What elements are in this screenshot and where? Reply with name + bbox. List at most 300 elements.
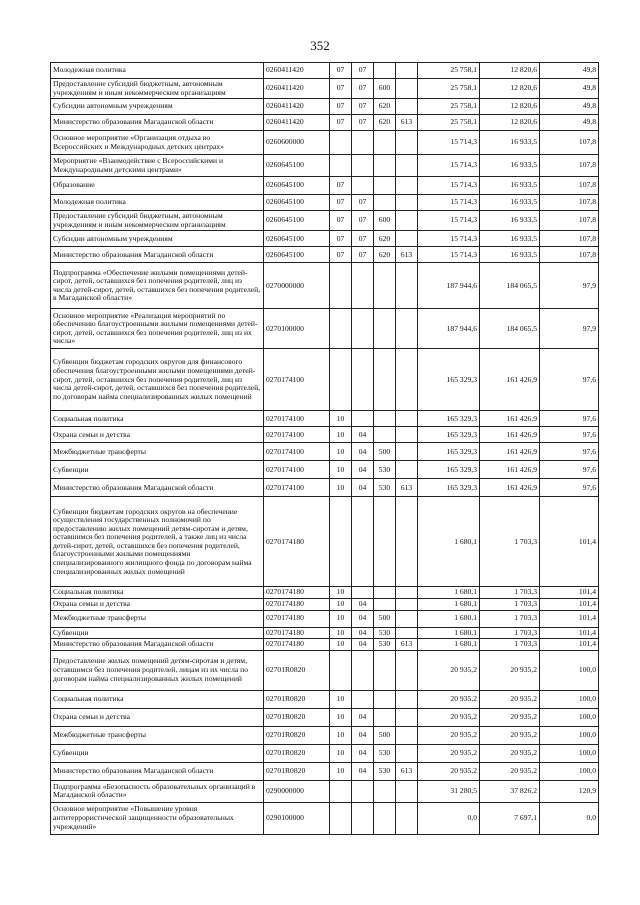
target-code-cell: 02701R0820 bbox=[264, 708, 330, 726]
admin-code-cell bbox=[396, 627, 418, 639]
subsection-cell: 04 bbox=[352, 610, 374, 627]
row-name-cell: Субвенции bbox=[51, 627, 264, 639]
target-code-cell: 0270174100 bbox=[264, 461, 330, 479]
actual-amount-cell: 20 935,2 bbox=[480, 690, 540, 708]
row-name-cell: Межбюджетные трансферты bbox=[51, 443, 264, 461]
section-cell: 10 bbox=[330, 427, 352, 443]
section-cell: 10 bbox=[330, 587, 352, 599]
row-name-cell: Субвенции бюджетам городских округов для финансового обеспечения благоустроенными жилыми помещениями детей-сирот, детей, оставшихся без попечения родителей, лиц из числа детей-сирот, детей, оставшихся без попечения родителей, по договорам найма специализированных жилых помещений bbox=[51, 349, 264, 411]
table-row bbox=[51, 155, 599, 177]
row-name-cell: Предоставление субсидий бюджетным, автономным учреждениям и иным некоммерческим организациям bbox=[51, 79, 264, 99]
subsection-cell bbox=[352, 802, 374, 834]
expense-type-cell: 530 bbox=[374, 627, 396, 639]
row-name-cell: Предоставление субсидий бюджетным, автономным учреждениям и иным некоммерческим организациям bbox=[51, 211, 264, 231]
expense-type-cell: 530 bbox=[374, 461, 396, 479]
execution-percent-cell: 101,4 bbox=[540, 639, 599, 651]
table-row bbox=[51, 231, 599, 247]
section-cell: 07 bbox=[330, 79, 352, 99]
section-cell: 10 bbox=[330, 726, 352, 744]
subsection-cell: 04 bbox=[352, 744, 374, 762]
row-name-cell: Подпрограмма «Обеспечение жилыми помещениями детей-сирот, детей, оставшихся без попечения родителей, лиц из числа детей-сирот, детей, оставшихся без попечения родителей, в Магаданской области» bbox=[51, 263, 264, 309]
subsection-cell bbox=[352, 411, 374, 427]
planned-amount-cell: 20 935,2 bbox=[418, 650, 480, 690]
admin-code-cell bbox=[396, 177, 418, 195]
table-row bbox=[51, 744, 599, 762]
admin-code-cell bbox=[396, 63, 418, 79]
section-cell: 07 bbox=[330, 195, 352, 211]
execution-percent-cell: 100,0 bbox=[540, 762, 599, 780]
expense-type-cell bbox=[374, 650, 396, 690]
table-row bbox=[51, 780, 599, 802]
planned-amount-cell: 20 935,2 bbox=[418, 744, 480, 762]
planned-amount-cell: 165 329,3 bbox=[418, 427, 480, 443]
admin-code-cell bbox=[396, 263, 418, 309]
row-name-cell: Министерство образования Магаданской области bbox=[51, 762, 264, 780]
planned-amount-cell: 165 329,3 bbox=[418, 411, 480, 427]
subsection-cell bbox=[352, 155, 374, 177]
actual-amount-cell: 20 935,2 bbox=[480, 744, 540, 762]
section-cell bbox=[330, 155, 352, 177]
row-name-cell: Основное мероприятие «Организация отдыха во Всероссийских и Международных детских центрах» bbox=[51, 131, 264, 155]
expense-type-cell bbox=[374, 177, 396, 195]
planned-amount-cell: 187 944,6 bbox=[418, 263, 480, 309]
section-cell: 07 bbox=[330, 115, 352, 131]
subsection-cell bbox=[352, 131, 374, 155]
expense-type-cell: 500 bbox=[374, 610, 396, 627]
planned-amount-cell: 1 680,1 bbox=[418, 598, 480, 610]
actual-amount-cell: 184 065,5 bbox=[480, 309, 540, 349]
planned-amount-cell: 1 680,1 bbox=[418, 497, 480, 587]
row-name-cell: Подпрограмма «Безопасность образовательных организаций в Магаданской области» bbox=[51, 780, 264, 802]
admin-code-cell bbox=[396, 598, 418, 610]
target-code-cell: 0260645100 bbox=[264, 247, 330, 263]
planned-amount-cell: 25 758,1 bbox=[418, 99, 480, 115]
section-cell: 07 bbox=[330, 177, 352, 195]
target-code-cell: 02701R0820 bbox=[264, 650, 330, 690]
section-cell: 10 bbox=[330, 598, 352, 610]
admin-code-cell bbox=[396, 650, 418, 690]
table-row bbox=[51, 411, 599, 427]
admin-code-cell bbox=[396, 155, 418, 177]
admin-code-cell bbox=[396, 708, 418, 726]
section-cell: 10 bbox=[330, 610, 352, 627]
admin-code-cell bbox=[396, 443, 418, 461]
execution-percent-cell: 101,4 bbox=[540, 627, 599, 639]
execution-percent-cell: 107,8 bbox=[540, 131, 599, 155]
execution-percent-cell: 100,0 bbox=[540, 690, 599, 708]
table-row bbox=[51, 79, 599, 99]
planned-amount-cell: 1 680,1 bbox=[418, 587, 480, 599]
admin-code-cell: 613 bbox=[396, 762, 418, 780]
budget-table bbox=[50, 62, 599, 835]
execution-percent-cell: 107,8 bbox=[540, 177, 599, 195]
execution-percent-cell: 101,4 bbox=[540, 598, 599, 610]
subsection-cell: 04 bbox=[352, 708, 374, 726]
execution-percent-cell: 107,8 bbox=[540, 195, 599, 211]
subsection-cell: 04 bbox=[352, 443, 374, 461]
row-name-cell: Образование bbox=[51, 177, 264, 195]
actual-amount-cell: 12 820,6 bbox=[480, 115, 540, 131]
actual-amount-cell: 1 703,3 bbox=[480, 639, 540, 651]
actual-amount-cell: 12 820,6 bbox=[480, 63, 540, 79]
expense-type-cell bbox=[374, 598, 396, 610]
actual-amount-cell: 161 426,9 bbox=[480, 411, 540, 427]
execution-percent-cell: 97,6 bbox=[540, 411, 599, 427]
execution-percent-cell: 107,8 bbox=[540, 211, 599, 231]
row-name-cell: Основное мероприятие «Повышение уровня антитеррористической защищенности образовательных учреждений» bbox=[51, 802, 264, 834]
target-code-cell: 0270174180 bbox=[264, 639, 330, 651]
target-code-cell: 0270174180 bbox=[264, 587, 330, 599]
execution-percent-cell: 97,9 bbox=[540, 309, 599, 349]
planned-amount-cell: 15 714,3 bbox=[418, 211, 480, 231]
target-code-cell: 0270174100 bbox=[264, 443, 330, 461]
admin-code-cell bbox=[396, 211, 418, 231]
row-name-cell: Субвенции bbox=[51, 744, 264, 762]
planned-amount-cell: 15 714,3 bbox=[418, 231, 480, 247]
execution-percent-cell: 100,0 bbox=[540, 726, 599, 744]
target-code-cell: 0260411420 bbox=[264, 99, 330, 115]
execution-percent-cell: 49,8 bbox=[540, 79, 599, 99]
planned-amount-cell: 1 680,1 bbox=[418, 610, 480, 627]
admin-code-cell bbox=[396, 411, 418, 427]
planned-amount-cell: 165 329,3 bbox=[418, 461, 480, 479]
admin-code-cell bbox=[396, 780, 418, 802]
table-row bbox=[51, 63, 599, 79]
admin-code-cell: 613 bbox=[396, 247, 418, 263]
actual-amount-cell: 1 703,3 bbox=[480, 598, 540, 610]
actual-amount-cell: 1 703,3 bbox=[480, 610, 540, 627]
row-name-cell: Субсидии автономным учреждениям bbox=[51, 231, 264, 247]
admin-code-cell bbox=[396, 726, 418, 744]
expense-type-cell bbox=[374, 411, 396, 427]
planned-amount-cell: 0,0 bbox=[418, 802, 480, 834]
admin-code-cell bbox=[396, 497, 418, 587]
actual-amount-cell: 161 426,9 bbox=[480, 349, 540, 411]
expense-type-cell bbox=[374, 587, 396, 599]
table-row bbox=[51, 443, 599, 461]
expense-type-cell: 530 bbox=[374, 639, 396, 651]
row-name-cell: Охрана семьи и детства bbox=[51, 708, 264, 726]
section-cell bbox=[330, 650, 352, 690]
table-row bbox=[51, 427, 599, 443]
execution-percent-cell: 97,6 bbox=[540, 427, 599, 443]
section-cell: 07 bbox=[330, 63, 352, 79]
row-name-cell: Молодежная политика bbox=[51, 195, 264, 211]
planned-amount-cell: 165 329,3 bbox=[418, 443, 480, 461]
admin-code-cell bbox=[396, 349, 418, 411]
admin-code-cell bbox=[396, 587, 418, 599]
target-code-cell: 0260411420 bbox=[264, 79, 330, 99]
target-code-cell: 0260411420 bbox=[264, 63, 330, 79]
admin-code-cell bbox=[396, 131, 418, 155]
subsection-cell bbox=[352, 650, 374, 690]
expense-type-cell bbox=[374, 63, 396, 79]
admin-code-cell bbox=[396, 79, 418, 99]
target-code-cell: 0260645100 bbox=[264, 177, 330, 195]
subsection-cell: 07 bbox=[352, 63, 374, 79]
planned-amount-cell: 20 935,2 bbox=[418, 762, 480, 780]
subsection-cell: 04 bbox=[352, 639, 374, 651]
planned-amount-cell: 1 680,1 bbox=[418, 639, 480, 651]
row-name-cell: Молодежная политика bbox=[51, 63, 264, 79]
table-row bbox=[51, 762, 599, 780]
execution-percent-cell: 49,8 bbox=[540, 99, 599, 115]
expense-type-cell bbox=[374, 349, 396, 411]
expense-type-cell bbox=[374, 155, 396, 177]
execution-percent-cell: 107,8 bbox=[540, 231, 599, 247]
actual-amount-cell: 20 935,2 bbox=[480, 708, 540, 726]
section-cell bbox=[330, 263, 352, 309]
actual-amount-cell: 161 426,9 bbox=[480, 479, 540, 497]
execution-percent-cell: 97,6 bbox=[540, 461, 599, 479]
subsection-cell: 07 bbox=[352, 115, 374, 131]
row-name-cell: Субвенции бюджетам городских округов на обеспечение осуществления государственных полномочий по предоставлению жилых помещений детям-сиротам и детям, оставшимся без попечения родителей, а также лиц из числа детей-сирот, детей, оставшихся без попечения родителей, благоустроенными жилыми помещениями специализированного жилищного фонда по договорам найма специализированных жилых помещений bbox=[51, 497, 264, 587]
expense-type-cell: 600 bbox=[374, 211, 396, 231]
execution-percent-cell: 107,8 bbox=[540, 247, 599, 263]
subsection-cell: 04 bbox=[352, 479, 374, 497]
subsection-cell: 04 bbox=[352, 762, 374, 780]
execution-percent-cell: 49,8 bbox=[540, 115, 599, 131]
actual-amount-cell: 16 933,5 bbox=[480, 231, 540, 247]
admin-code-cell bbox=[396, 99, 418, 115]
table-row bbox=[51, 131, 599, 155]
target-code-cell: 0270174180 bbox=[264, 598, 330, 610]
target-code-cell: 0270174180 bbox=[264, 610, 330, 627]
actual-amount-cell: 161 426,9 bbox=[480, 427, 540, 443]
actual-amount-cell: 20 935,2 bbox=[480, 650, 540, 690]
subsection-cell: 07 bbox=[352, 79, 374, 99]
execution-percent-cell: 100,0 bbox=[540, 650, 599, 690]
row-name-cell: Социальная политика bbox=[51, 587, 264, 599]
actual-amount-cell: 16 933,5 bbox=[480, 155, 540, 177]
actual-amount-cell: 16 933,5 bbox=[480, 195, 540, 211]
target-code-cell: 02701R0820 bbox=[264, 744, 330, 762]
section-cell: 10 bbox=[330, 411, 352, 427]
table-row bbox=[51, 195, 599, 211]
planned-amount-cell: 1 680,1 bbox=[418, 627, 480, 639]
target-code-cell: 0260645100 bbox=[264, 195, 330, 211]
budget-table-body bbox=[51, 63, 599, 835]
subsection-cell bbox=[352, 780, 374, 802]
table-row bbox=[51, 690, 599, 708]
admin-code-cell bbox=[396, 690, 418, 708]
subsection-cell: 04 bbox=[352, 627, 374, 639]
section-cell bbox=[330, 780, 352, 802]
section-cell bbox=[330, 131, 352, 155]
actual-amount-cell: 12 820,6 bbox=[480, 99, 540, 115]
table-row bbox=[51, 610, 599, 627]
execution-percent-cell: 97,6 bbox=[540, 443, 599, 461]
table-row bbox=[51, 177, 599, 195]
target-code-cell: 0260600000 bbox=[264, 131, 330, 155]
section-cell bbox=[330, 802, 352, 834]
row-name-cell: Межбюджетные трансферты bbox=[51, 610, 264, 627]
target-code-cell: 0270174180 bbox=[264, 497, 330, 587]
target-code-cell: 0260645100 bbox=[264, 211, 330, 231]
section-cell: 10 bbox=[330, 461, 352, 479]
section-cell bbox=[330, 309, 352, 349]
expense-type-cell bbox=[374, 263, 396, 309]
row-name-cell: Министерство образования Магаданской области bbox=[51, 639, 264, 651]
planned-amount-cell: 20 935,2 bbox=[418, 726, 480, 744]
planned-amount-cell: 15 714,3 bbox=[418, 195, 480, 211]
admin-code-cell bbox=[396, 427, 418, 443]
admin-code-cell bbox=[396, 802, 418, 834]
execution-percent-cell: 100,0 bbox=[540, 744, 599, 762]
planned-amount-cell: 187 944,6 bbox=[418, 309, 480, 349]
execution-percent-cell: 101,4 bbox=[540, 587, 599, 599]
admin-code-cell: 613 bbox=[396, 639, 418, 651]
target-code-cell: 0270174100 bbox=[264, 427, 330, 443]
planned-amount-cell: 15 714,3 bbox=[418, 177, 480, 195]
expense-type-cell: 600 bbox=[374, 79, 396, 99]
admin-code-cell bbox=[396, 461, 418, 479]
actual-amount-cell: 16 933,5 bbox=[480, 131, 540, 155]
target-code-cell: 02701R0820 bbox=[264, 762, 330, 780]
subsection-cell: 07 bbox=[352, 231, 374, 247]
execution-percent-cell: 97,6 bbox=[540, 349, 599, 411]
target-code-cell: 0270100000 bbox=[264, 309, 330, 349]
admin-code-cell bbox=[396, 195, 418, 211]
section-cell: 07 bbox=[330, 231, 352, 247]
expense-type-cell bbox=[374, 708, 396, 726]
row-name-cell: Министерство образования Магаданской области bbox=[51, 479, 264, 497]
target-code-cell: 0260645100 bbox=[264, 155, 330, 177]
row-name-cell: Мероприятие «Взаимодействие с Всероссийскими и Международными детскими центрами» bbox=[51, 155, 264, 177]
section-cell: 10 bbox=[330, 627, 352, 639]
expense-type-cell: 620 bbox=[374, 231, 396, 247]
admin-code-cell: 613 bbox=[396, 479, 418, 497]
execution-percent-cell: 101,4 bbox=[540, 610, 599, 627]
actual-amount-cell: 16 933,5 bbox=[480, 247, 540, 263]
subsection-cell bbox=[352, 587, 374, 599]
admin-code-cell bbox=[396, 309, 418, 349]
subsection-cell bbox=[352, 263, 374, 309]
subsection-cell: 04 bbox=[352, 461, 374, 479]
table-row bbox=[51, 708, 599, 726]
expense-type-cell: 530 bbox=[374, 744, 396, 762]
row-name-cell: Социальная политика bbox=[51, 690, 264, 708]
table-row bbox=[51, 639, 599, 651]
expense-type-cell bbox=[374, 690, 396, 708]
target-code-cell: 02701R0820 bbox=[264, 726, 330, 744]
planned-amount-cell: 25 758,1 bbox=[418, 79, 480, 99]
table-row bbox=[51, 598, 599, 610]
section-cell: 10 bbox=[330, 690, 352, 708]
planned-amount-cell: 20 935,2 bbox=[418, 708, 480, 726]
subsection-cell bbox=[352, 177, 374, 195]
execution-percent-cell: 100,0 bbox=[540, 708, 599, 726]
page-number: 352 bbox=[310, 38, 330, 53]
planned-amount-cell: 25 758,1 bbox=[418, 115, 480, 131]
section-cell bbox=[330, 497, 352, 587]
subsection-cell: 07 bbox=[352, 247, 374, 263]
expense-type-cell bbox=[374, 802, 396, 834]
execution-percent-cell: 107,8 bbox=[540, 155, 599, 177]
expense-type-cell: 620 bbox=[374, 99, 396, 115]
execution-percent-cell: 97,6 bbox=[540, 479, 599, 497]
target-code-cell: 0270174100 bbox=[264, 349, 330, 411]
row-name-cell: Предоставление жилых помещений детям-сиротам и детям, оставшимся без попечения родителей, лицам из их числа по договорам найма специализированных жилых помещений bbox=[51, 650, 264, 690]
row-name-cell: Социальная политика bbox=[51, 411, 264, 427]
table-row bbox=[51, 247, 599, 263]
expense-type-cell: 530 bbox=[374, 479, 396, 497]
subsection-cell bbox=[352, 497, 374, 587]
subsection-cell bbox=[352, 690, 374, 708]
planned-amount-cell: 15 714,3 bbox=[418, 155, 480, 177]
planned-amount-cell: 31 280,5 bbox=[418, 780, 480, 802]
expense-type-cell bbox=[374, 780, 396, 802]
subsection-cell: 04 bbox=[352, 598, 374, 610]
table-row bbox=[51, 349, 599, 411]
actual-amount-cell: 20 935,2 bbox=[480, 762, 540, 780]
subsection-cell bbox=[352, 309, 374, 349]
row-name-cell: Субвенции bbox=[51, 461, 264, 479]
subsection-cell: 07 bbox=[352, 99, 374, 115]
admin-code-cell bbox=[396, 744, 418, 762]
actual-amount-cell: 20 935,2 bbox=[480, 726, 540, 744]
section-cell: 10 bbox=[330, 443, 352, 461]
actual-amount-cell: 12 820,6 bbox=[480, 79, 540, 99]
row-name-cell: Министерство образования Магаданской области bbox=[51, 247, 264, 263]
planned-amount-cell: 15 714,3 bbox=[418, 131, 480, 155]
subsection-cell bbox=[352, 349, 374, 411]
table-row bbox=[51, 461, 599, 479]
actual-amount-cell: 7 697,1 bbox=[480, 802, 540, 834]
expense-type-cell bbox=[374, 195, 396, 211]
section-cell: 10 bbox=[330, 639, 352, 651]
actual-amount-cell: 161 426,9 bbox=[480, 461, 540, 479]
execution-percent-cell: 101,4 bbox=[540, 497, 599, 587]
subsection-cell: 04 bbox=[352, 427, 374, 443]
actual-amount-cell: 16 933,5 bbox=[480, 177, 540, 195]
admin-code-cell bbox=[396, 610, 418, 627]
expense-type-cell bbox=[374, 131, 396, 155]
section-cell bbox=[330, 349, 352, 411]
table-row bbox=[51, 479, 599, 497]
expense-type-cell: 620 bbox=[374, 247, 396, 263]
row-name-cell: Субсидии автономным учреждениям bbox=[51, 99, 264, 115]
row-name-cell: Охрана семьи и детства bbox=[51, 598, 264, 610]
planned-amount-cell: 165 329,3 bbox=[418, 479, 480, 497]
table-row bbox=[51, 263, 599, 309]
section-cell: 07 bbox=[330, 99, 352, 115]
table-row bbox=[51, 115, 599, 131]
expense-type-cell: 620 bbox=[374, 115, 396, 131]
planned-amount-cell: 165 329,3 bbox=[418, 349, 480, 411]
admin-code-cell: 613 bbox=[396, 115, 418, 131]
row-name-cell: Основное мероприятие «Реализация мероприятий по обеспечению благоустроенными жилыми помещениями детей-сирот, детей, оставшихся без попечения родителей, лиц из их числа» bbox=[51, 309, 264, 349]
target-code-cell: 0270174180 bbox=[264, 627, 330, 639]
target-code-cell: 0260411420 bbox=[264, 115, 330, 131]
expense-type-cell: 500 bbox=[374, 726, 396, 744]
table-row bbox=[51, 99, 599, 115]
actual-amount-cell: 16 933,5 bbox=[480, 211, 540, 231]
execution-percent-cell: 97,9 bbox=[540, 263, 599, 309]
subsection-cell: 04 bbox=[352, 726, 374, 744]
section-cell: 10 bbox=[330, 708, 352, 726]
target-code-cell: 0290100000 bbox=[264, 802, 330, 834]
section-cell: 10 bbox=[330, 479, 352, 497]
table-row bbox=[51, 627, 599, 639]
execution-percent-cell: 0,0 bbox=[540, 802, 599, 834]
section-cell: 07 bbox=[330, 211, 352, 231]
actual-amount-cell: 1 703,3 bbox=[480, 497, 540, 587]
row-name-cell: Охрана семьи и детства bbox=[51, 427, 264, 443]
expense-type-cell bbox=[374, 309, 396, 349]
subsection-cell: 07 bbox=[352, 195, 374, 211]
planned-amount-cell: 20 935,2 bbox=[418, 690, 480, 708]
